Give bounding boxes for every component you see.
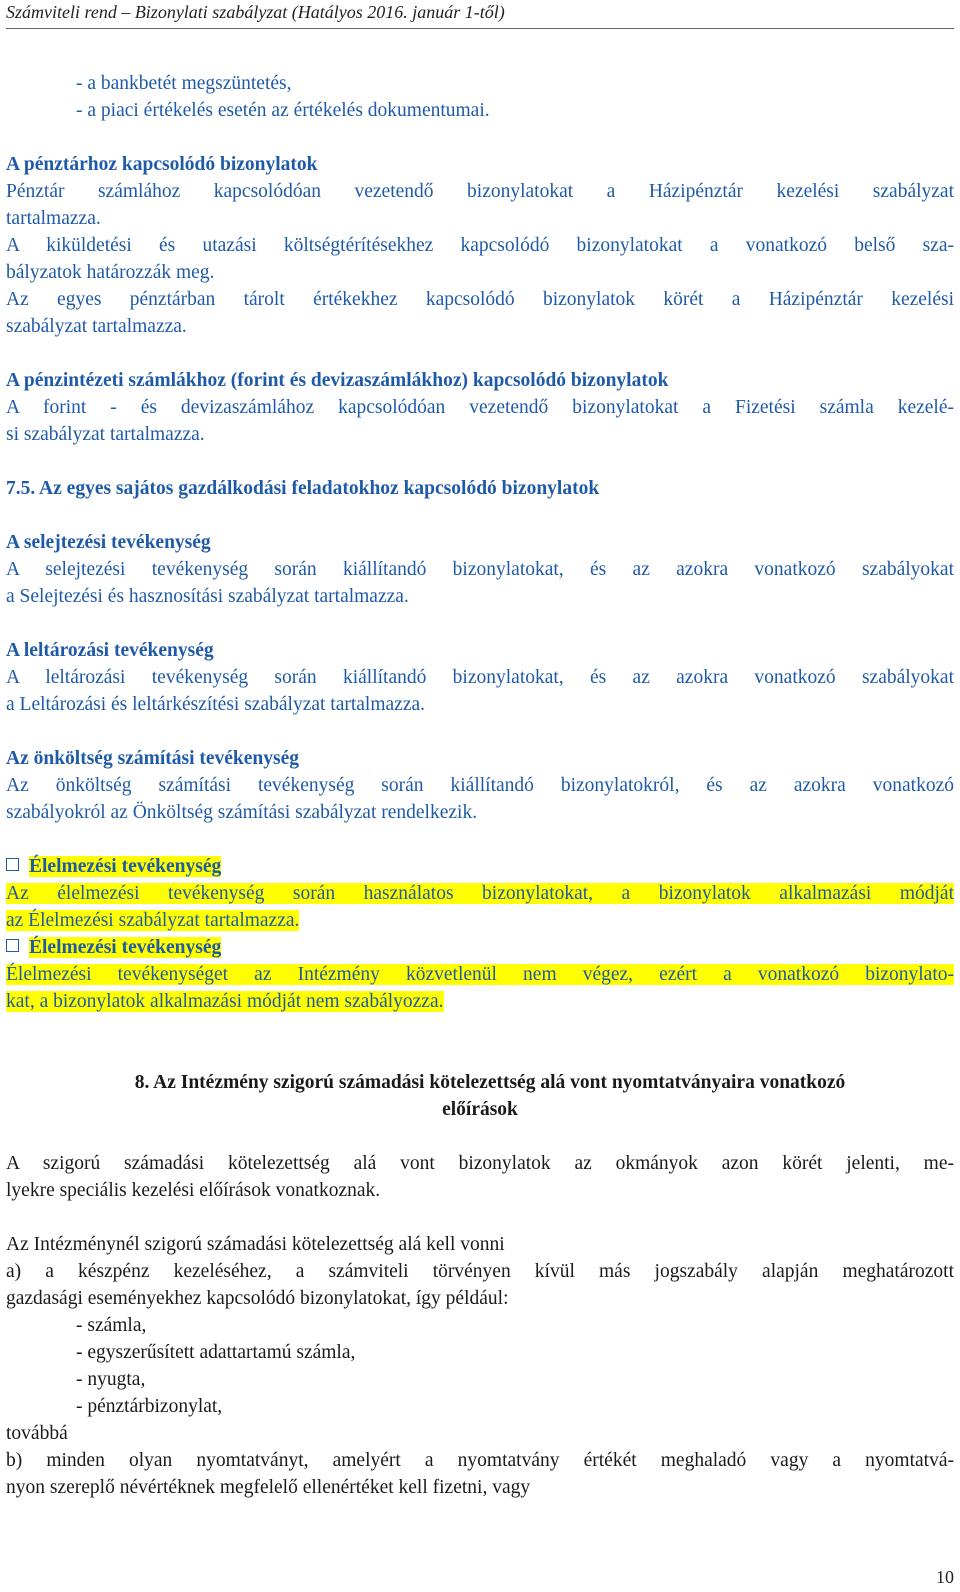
option-label: Élelmezési tevékenység	[29, 856, 222, 877]
option-label: Élelmezési tevékenység	[29, 937, 222, 958]
paragraph-line: tartalmazza.	[6, 208, 101, 229]
section-heading-scrapping: A selejtezési tevékenység	[6, 532, 211, 553]
list-item: - számla,	[76, 1315, 147, 1336]
paragraph-line: szabályokról az Önköltség számítási szabályzat rendelkezik.	[6, 802, 478, 823]
paragraph-line: A leltározási tevékenység során kiállítandó bizonylatokat, és az azokra vonatkozó szabályokat	[6, 667, 954, 688]
header-title: Számviteli rend – Bizonylati szabályzat (Hatályos 2016. január 1-től)	[6, 2, 505, 22]
paragraph-line: Az Intézménynél szigorú számadási kötelezettség alá kell vonni	[6, 1234, 505, 1255]
paragraph-line: a) a készpénz kezeléséhez, a számviteli törvényen kívül más jogszabály alapján meghatározott	[6, 1261, 954, 1282]
paragraph-line: Az élelmezési tevékenység során használatos bizonylatokat, a bizonylatok alkalmazási módját	[6, 883, 954, 904]
page-header	[6, 0, 954, 29]
paragraph-line: a Leltározási és leltárkészítési szabályzat tartalmazza.	[6, 694, 426, 715]
paragraph-line: nyon szereplő névértéknek megfelelő ellenértéket kell fizetni, vagy	[6, 1477, 531, 1498]
paragraph-line: kat, a bizonylatok alkalmazási módját nem szabályozza.	[6, 991, 444, 1012]
paragraph-line: gazdasági eseményekhez kapcsolódó bizonylatokat, így például:	[6, 1288, 509, 1309]
paragraph-line: továbbá	[6, 1423, 68, 1444]
section-heading-costcalc: Az önköltség számítási tevékenység	[6, 748, 300, 769]
paragraph-line: si szabályzat tartalmazza.	[6, 424, 205, 445]
list-item: - nyugta,	[76, 1369, 146, 1390]
list-item: - egyszerűsített adattartamú számla,	[76, 1342, 356, 1363]
section-heading-7-5: 7.5. Az egyes sajátos gazdálkodási feladatokhoz kapcsolódó bizonylatok	[6, 478, 600, 499]
paragraph-line: Az egyes pénztárban tárolt értékekhez kapcsolódó bizonylatok körét a Házipénztár kezelési	[6, 289, 954, 310]
section-heading-bank: A pénzintézeti számlákhoz (forint és devizaszámlákhoz) kapcsolódó bizonylatok	[6, 370, 669, 391]
option-heading-catering-1	[6, 853, 954, 880]
paragraph-line: bályzatok határozzák meg.	[6, 262, 215, 283]
paragraph-line: b) minden olyan nyomtatványt, amelyért a nyomtatvány értékét meghaladó vagy a nyomtatvá-	[6, 1450, 954, 1471]
page-number: 10	[936, 1567, 954, 1587]
paragraph-line: A szigorú számadási kötelezettség alá vont bizonylatok az okmányok azon körét jelenti, me-	[6, 1153, 954, 1174]
checkbox-icon	[6, 858, 19, 871]
paragraph-line: szabályzat tartalmazza.	[6, 316, 187, 337]
section-heading-cash: A pénztárhoz kapcsolódó bizonylatok	[6, 154, 318, 175]
paragraph-line: Élelmezési tevékenységet az Intézmény közvetlenül nem végez, ezért a vonatkozó bizonylato-	[6, 964, 954, 985]
paragraph-line: Pénztár számlához kapcsolódóan vezetendő bizonylatokat a Házipénztár kezelési szabályzat	[6, 181, 954, 202]
section-heading-inventory: A leltározási tevékenység	[6, 640, 214, 661]
paragraph-line: A kiküldetési és utazási költségtérítésekhez kapcsolódó bizonylatokat a vonatkozó belső sza-	[6, 235, 954, 256]
list-item: - a bankbetét megszüntetés,	[76, 73, 292, 94]
paragraph-line: lyekre speciális kezelési előírások vonatkoznak.	[6, 1180, 381, 1201]
document-body	[6, 70, 954, 1501]
paragraph-line: Az önköltség számítási tevékenység során kiállítandó bizonylatokról, és az azokra vonatkozó	[6, 775, 954, 796]
paragraph-line: A forint - és devizaszámlához kapcsolódóan vezetendő bizonylatokat a Fizetési számla kezelé-	[6, 397, 954, 418]
option-heading-catering-2	[6, 934, 954, 961]
paragraph-line: A selejtezési tevékenység során kiállítandó bizonylatokat, és az azokra vonatkozó szabályokat	[6, 559, 954, 580]
checkbox-icon	[6, 939, 19, 952]
paragraph-line: az Élelmezési szabályzat tartalmazza.	[6, 910, 300, 931]
paragraph-line: a Selejtezési és hasznosítási szabályzat tartalmazza.	[6, 586, 409, 607]
chapter-title: 8. Az Intézmény szigorú számadási kötelezettség alá vont nyomtatványaira vonatkozó előírások	[134, 1072, 846, 1120]
list-item: - pénztárbizonylat,	[76, 1396, 223, 1417]
list-item: - a piaci értékelés esetén az értékelés dokumentumai.	[76, 100, 490, 121]
